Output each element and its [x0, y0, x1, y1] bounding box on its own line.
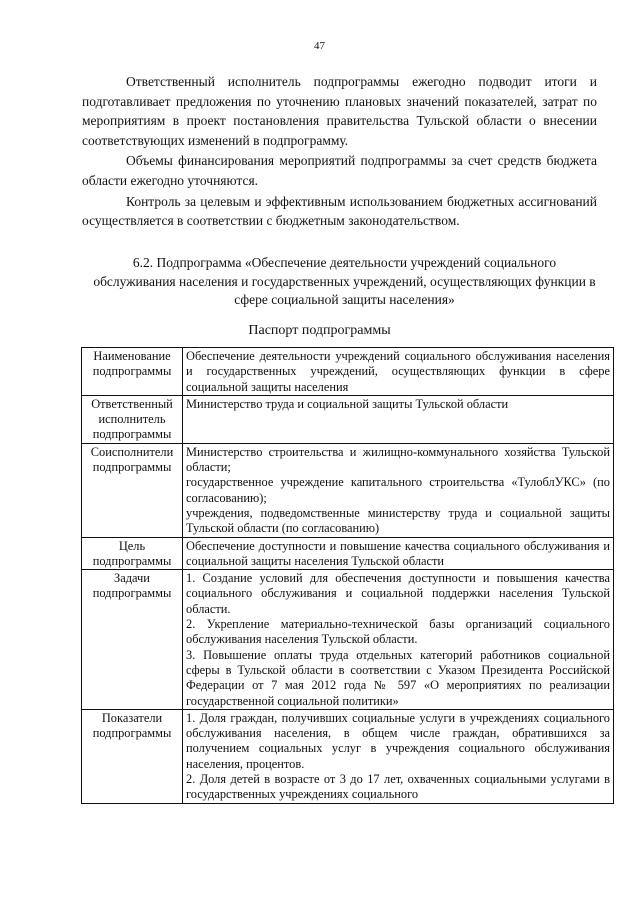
intro-paragraph: Контроль за целевым и эффективным использованием бюджетных ассигнований осуществляется в соответствии с бюджетным законодательством. [82, 193, 597, 229]
intro-text [82, 72, 597, 231]
value-line: 3. Повышение оплаты труда отдельных категорий работников социальной сферы в Тульской области в соответствии с Указом Президента Российской Федерации от 7 мая 2012 года № 597 «О мероприятиях по реализации государственной социальной политики» [186, 647, 610, 708]
value-line: Обеспечение доступности и повышение качества социального обслуживания и социальной защиты населения Тульской области [186, 538, 610, 568]
value-line: Министерство труда и социальной защиты Тульской области [186, 396, 509, 411]
row-label: Наименование подпрограммы [82, 348, 183, 396]
row-label: Соисполнители подпрограммы [82, 443, 183, 537]
value-line: 2. Доля детей в возрасте от 3 до 17 лет, охваченных социальными услугами в государственных учреждениях социального [186, 772, 610, 802]
row-label: Показатели подпрограммы [82, 709, 183, 803]
row-value [183, 395, 614, 443]
value-line: 1. Создание условий для обеспечения доступности и повышения качества социального обслуживания и социальной поддержки населения Тульской области. [186, 571, 610, 616]
passport-table [81, 347, 614, 804]
row-value [183, 570, 614, 710]
table-row [82, 443, 614, 537]
row-label: Ответственный исполнитель подпрограммы [82, 395, 183, 443]
table-row [82, 709, 614, 803]
page-number: 47 [314, 40, 325, 52]
intro-paragraph: Ответственный исполнитель подпрограммы ежегодно подводит итоги и подготавливает предложения по уточнению плановых значений показателей, затрат по мероприятиям в проект постановления правительства Тульской области о внесении соответствующих изменений в подпрограмму. [82, 74, 597, 148]
row-value [183, 348, 614, 396]
row-label: Задачи подпрограммы [82, 570, 183, 710]
passport-title: Паспорт подпрограммы [248, 323, 391, 338]
row-value [183, 443, 614, 537]
value-line: учреждения, подведомственные министерству труда и социальной защиты Тульской области (по согласованию) [186, 505, 610, 536]
value-line: 2. Укрепление материально-технической базы организаций социального обслуживания населения Тульской области. [186, 617, 610, 647]
table-row [82, 348, 614, 396]
table-row [82, 537, 614, 570]
row-value [183, 537, 614, 570]
section-heading: 6.2. Подпрограмма «Обеспечение деятельности учреждений социального обслуживания населения и государственных учреждений, осуществляющих функции в сфере социальной защиты населения» [93, 255, 596, 307]
value-line: Министерство строительства и жилищно-коммунального хозяйства Тульской области; [186, 444, 610, 475]
row-value [183, 709, 614, 803]
table-row [82, 570, 614, 710]
value-line: 1. Доля граждан, получивших социальные услуги в учреждениях социального обслуживания населения, в общем числе граждан, обратившихся за получением социальных услуг в учреждения социального обслуживания населения, процентов. [186, 710, 610, 771]
row-label: Цель подпрограммы [82, 537, 183, 570]
table-row [82, 395, 614, 443]
value-line: Обеспечение деятельности учреждений социального обслуживания населения и государственных учреждений, осуществляющих функции в сфере социальной защиты населения [186, 349, 610, 394]
value-line: государственное учреждение капитального строительства «ТулоблУКС» (по согласованию); [186, 475, 610, 505]
intro-paragraph: Объемы финансирования мероприятий подпрограммы за счет средств бюджета области ежегодно уточняются. [82, 153, 597, 188]
